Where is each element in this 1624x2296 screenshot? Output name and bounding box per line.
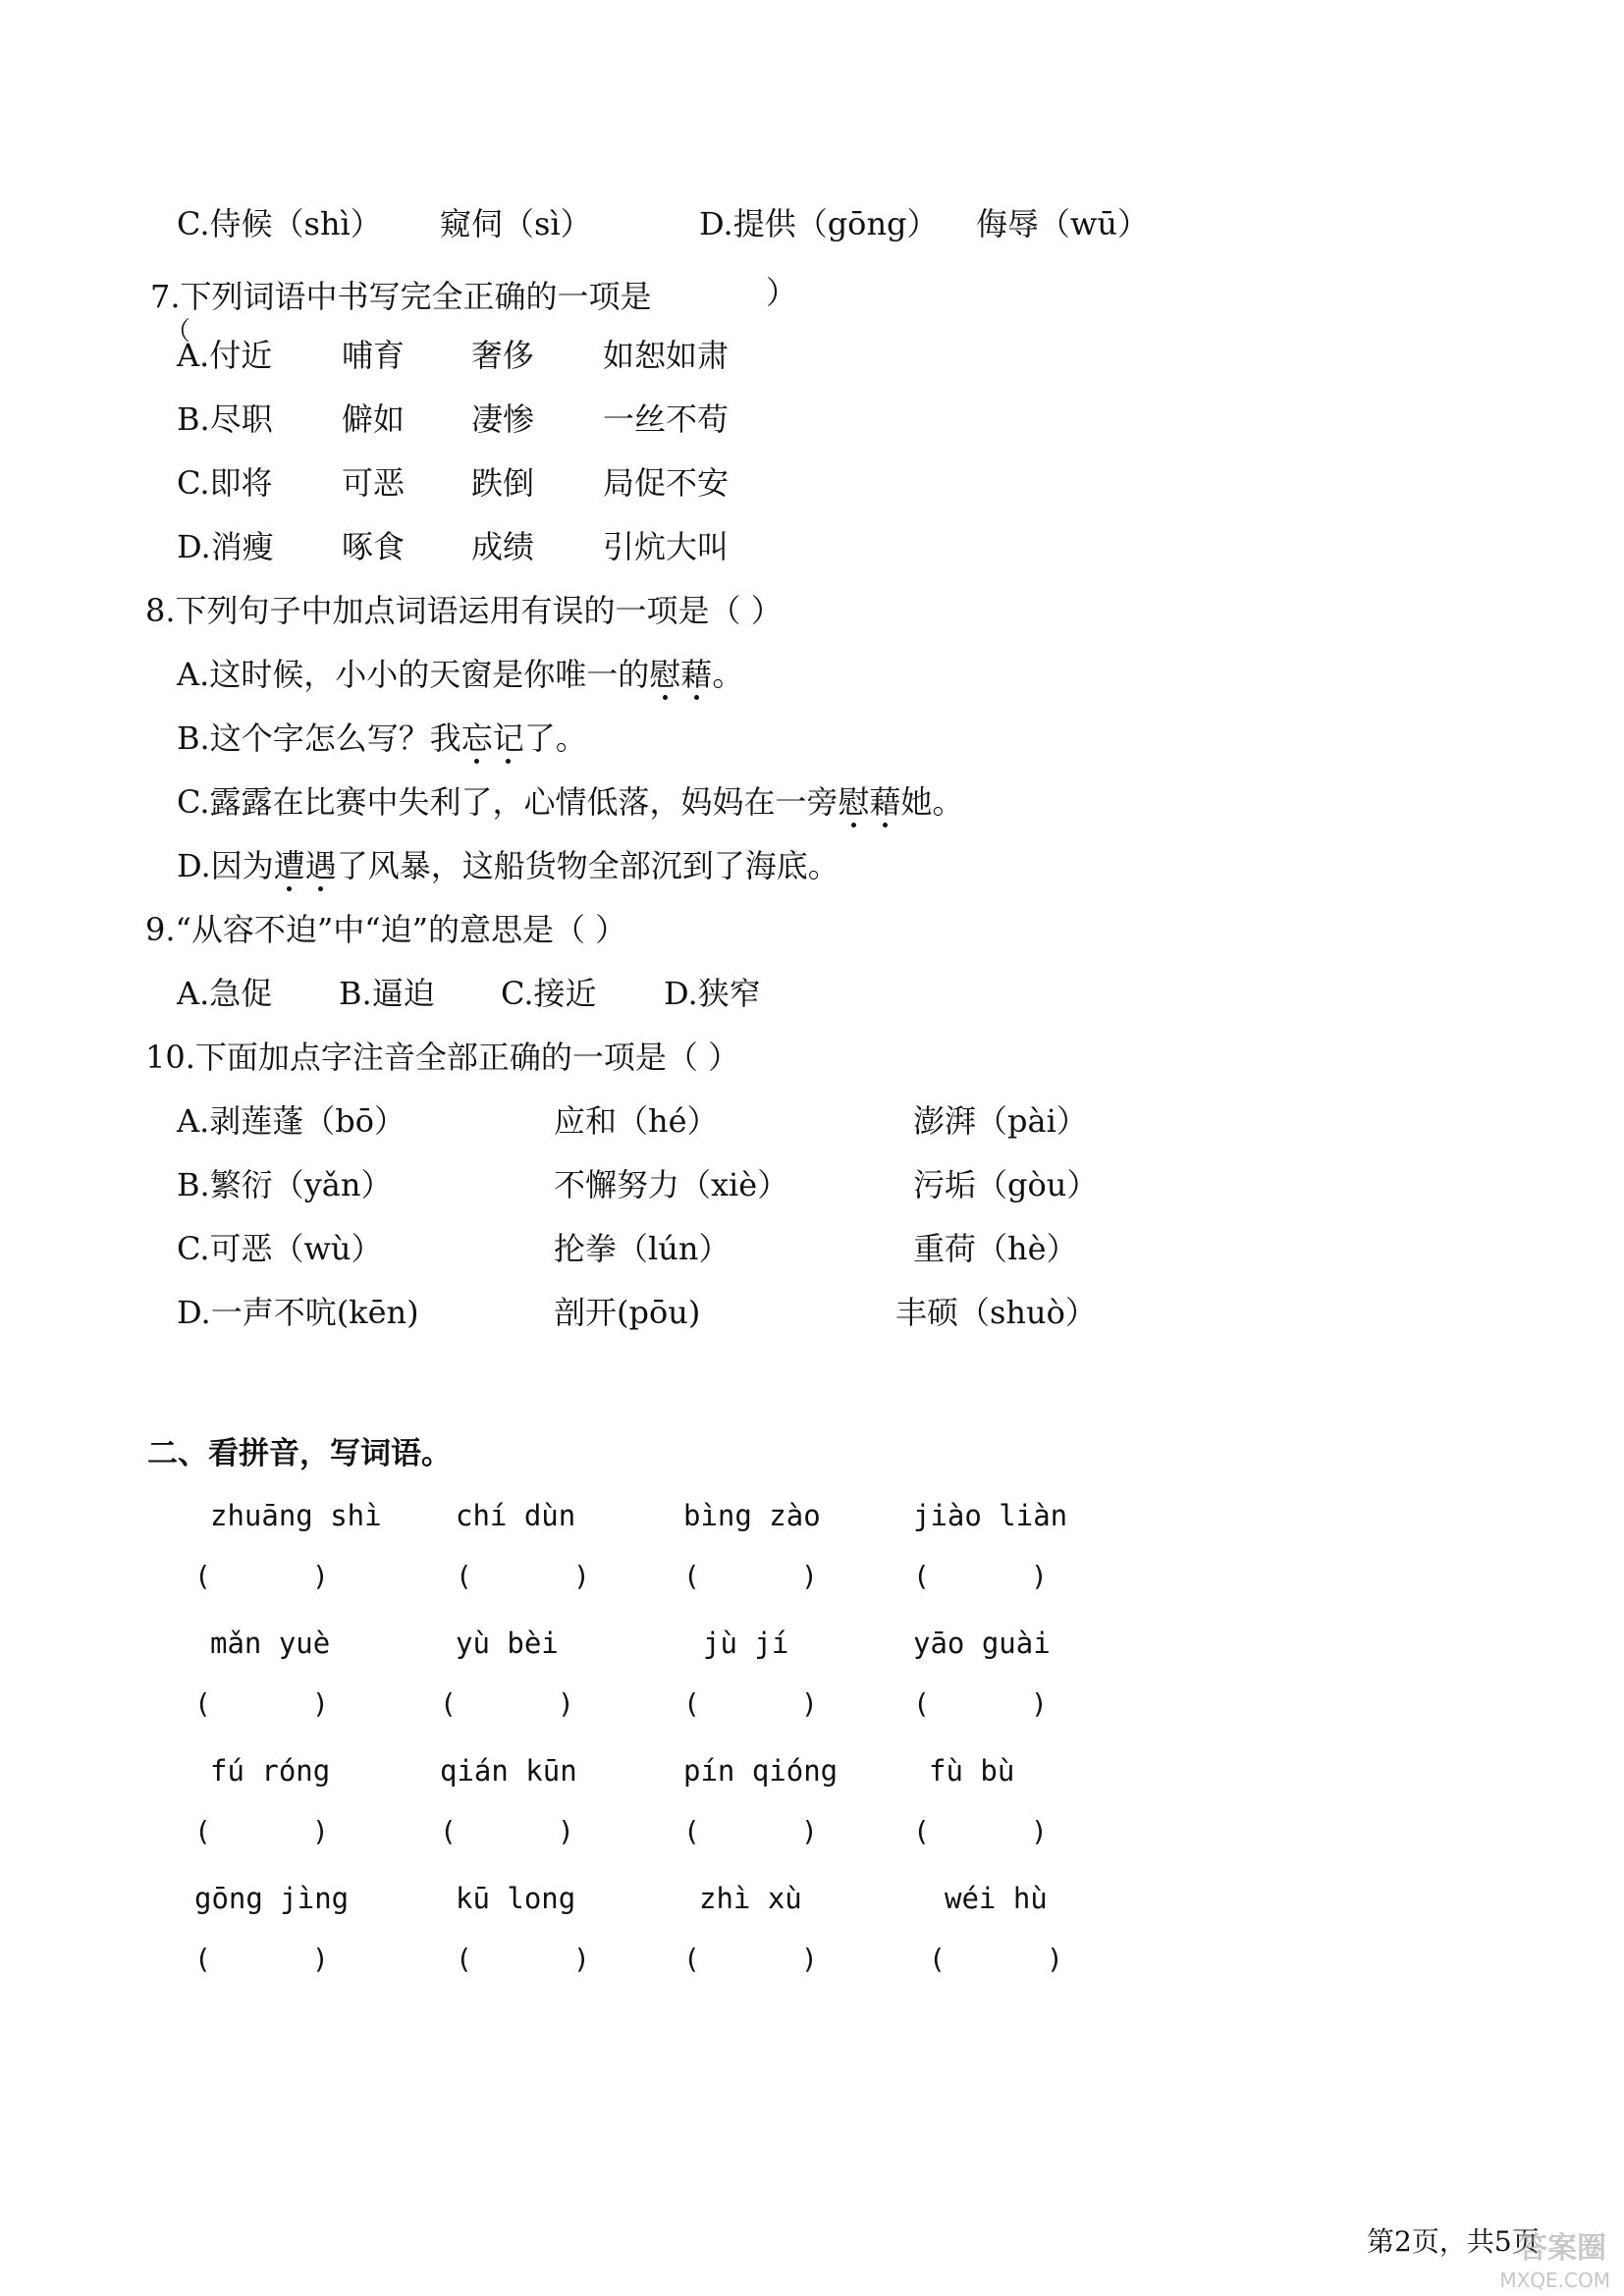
answer-bracket-open: ( [194,1560,211,1592]
answer-bracket-close: ) [1031,1815,1048,1847]
q8-option-a-emphasis: 慰藉 [649,655,712,694]
q9-stem: 9.“从容不迫”中“迫”的意思是（ ） [145,911,627,948]
pinyin: mǎn yuè [210,1627,331,1660]
answer-bracket-open: ( [194,1943,211,1975]
pinyin: kū long [456,1882,576,1915]
q10-option-a: A.剥莲蓬（bō） [177,1102,406,1140]
answer-bracket-close: ) [558,1687,574,1720]
pinyin: qián kūn [440,1754,577,1788]
q8-option-d: D.因为遭遇 了风暴，这船货物全部沉到了海底。 [177,846,839,885]
q6-option-d-word2: 侮辱（wū） [976,205,1150,242]
answer-bracket-open: ( [440,1815,457,1847]
pinyin: jù jí [703,1627,789,1660]
watermark-logo: 答案圈 MXQE.COM [1499,2231,1610,2292]
q8-option-a: A.这时候，小小的天窗是你唯一的慰藉 。 [177,655,743,694]
q8-option-c-emphasis: 慰藉 [839,782,901,822]
q10-option-a-w3: 澎湃（pài） [913,1102,1088,1140]
q10-stem: 10.下面加点字注音全部正确的一项是（ ） [145,1039,740,1076]
q10-option-c-w2: 抡拳（lún） [554,1230,731,1267]
answer-bracket-close: ) [312,1815,329,1847]
answer-bracket-open: ( [194,1687,211,1720]
q7-option-d-w4: 引炕大叫 [603,528,730,565]
q10-option-c: C.可恶（wù） [177,1230,383,1267]
q9-option-b: B.逼迫 [339,975,435,1012]
q7-option-a: A.付近 [177,337,273,374]
q10-option-b: B.繁衍（yǎn） [177,1166,393,1203]
q7-option-c-w2: 可恶 [342,464,406,502]
q10-option-a-w2: 应和（hé） [554,1102,719,1140]
q7-option-a-w2: 哺育 [342,337,406,374]
q7-stem: 7.下列词语中书写完全正确的一项是 [150,278,652,315]
q7-option-d-w2: 啄食 [342,528,406,565]
answer-bracket-open: ( [683,1560,700,1592]
answer-bracket-open: ( [683,1943,700,1975]
pinyin: zhì xù [699,1882,802,1915]
pinyin: yāo guài [913,1627,1051,1660]
q8-option-d-emphasis: 遭遇 [274,846,337,885]
answer-bracket-close: ) [312,1687,329,1720]
pinyin: pín qióng [683,1754,839,1788]
pinyin: chí dùn [456,1499,576,1532]
q6-option-c-word2: 窥伺（sì） [440,205,592,242]
pinyin: gōng jìng [194,1882,350,1915]
q7-option-c-w3: 跌倒 [471,464,535,502]
pinyin: zhuāng shì [210,1499,382,1532]
q8-option-b: B.这个字怎么写？我忘记 了。 [177,719,587,758]
q7-close-paren: ） [766,274,798,311]
answer-bracket-close: ) [312,1943,329,1975]
answer-bracket-close: ) [801,1560,818,1592]
q6-option-c: C.侍候（shì） [177,205,382,242]
q10-option-b-w3: 污垢（gòu） [913,1166,1099,1203]
q7-option-b: B.尽职 [177,400,273,438]
answer-bracket-open: ( [929,1943,946,1975]
q7-option-a-w4: 如恕如肃 [603,337,730,374]
answer-bracket-close: ) [312,1560,329,1592]
q7-option-d: D.消瘦 [177,528,274,565]
answer-bracket-close: ) [1047,1943,1063,1975]
q7-option-b-w4: 一丝不苟 [603,400,730,438]
q7-option-b-w2: 僻如 [342,400,406,438]
q8-stem: 8.下列句子中加点词语运用有误的一项是（ ） [145,592,783,629]
q10-option-d-w2: 剖开(pōu) [554,1294,701,1331]
pinyin: yù bèi [456,1627,559,1660]
pinyin: fù bù [929,1754,1015,1788]
answer-bracket-close: ) [558,1815,574,1847]
answer-bracket-close: ) [573,1943,590,1975]
pinyin: bìng zào [683,1499,821,1532]
page-number: 第2页，共5页 [1367,2225,1540,2258]
answer-bracket-open: ( [194,1815,211,1847]
answer-bracket-open: ( [683,1815,700,1847]
pinyin: fú róng [210,1754,331,1788]
q10-option-c-w3: 重荷（hè） [913,1230,1078,1267]
q6-option-d: D.提供（gōng） [699,205,939,242]
answer-bracket-close: ) [801,1943,818,1975]
answer-bracket-open: ( [456,1943,472,1975]
answer-bracket-open: ( [913,1815,930,1847]
answer-bracket-open: ( [683,1687,700,1720]
answer-bracket-open: ( [440,1687,457,1720]
q7-option-b-w3: 凄惨 [471,400,535,438]
answer-bracket-open: ( [913,1560,930,1592]
q9-option-a: A.急促 [177,975,273,1012]
section-2-title: 二、看拼音，写词语。 [147,1436,452,1471]
q10-option-b-w2: 不懈努力（xiè） [554,1166,789,1203]
q8-option-c: C.露露在比赛中失利了，心情低落，妈妈在一旁慰藉 她。 [177,782,964,822]
pinyin: jiào liàn [913,1499,1068,1532]
answer-bracket-close: ) [573,1560,590,1592]
q7-option-d-w3: 成绩 [471,528,535,565]
q10-option-d-w3: 丰硕（shuò） [895,1294,1097,1331]
q7-open-paren: （ [165,317,191,347]
answer-bracket-close: ) [801,1815,818,1847]
q10-option-d: D.一声不吭(kēn) [177,1294,419,1331]
q8-option-b-emphasis: 忘记 [461,719,524,758]
q9-option-c: C.接近 [501,975,597,1012]
answer-bracket-close: ) [1031,1687,1048,1720]
q9-option-d: D.狭窄 [664,975,761,1012]
q7-option-c-w4: 局促不安 [603,464,730,502]
q7-option-c: C.即将 [177,464,273,502]
answer-bracket-open: ( [913,1687,930,1720]
q7-option-a-w3: 奢侈 [471,337,535,374]
answer-bracket-close: ) [1031,1560,1048,1592]
answer-bracket-open: ( [456,1560,472,1592]
answer-bracket-close: ) [801,1687,818,1720]
pinyin: wéi hù [945,1882,1048,1915]
